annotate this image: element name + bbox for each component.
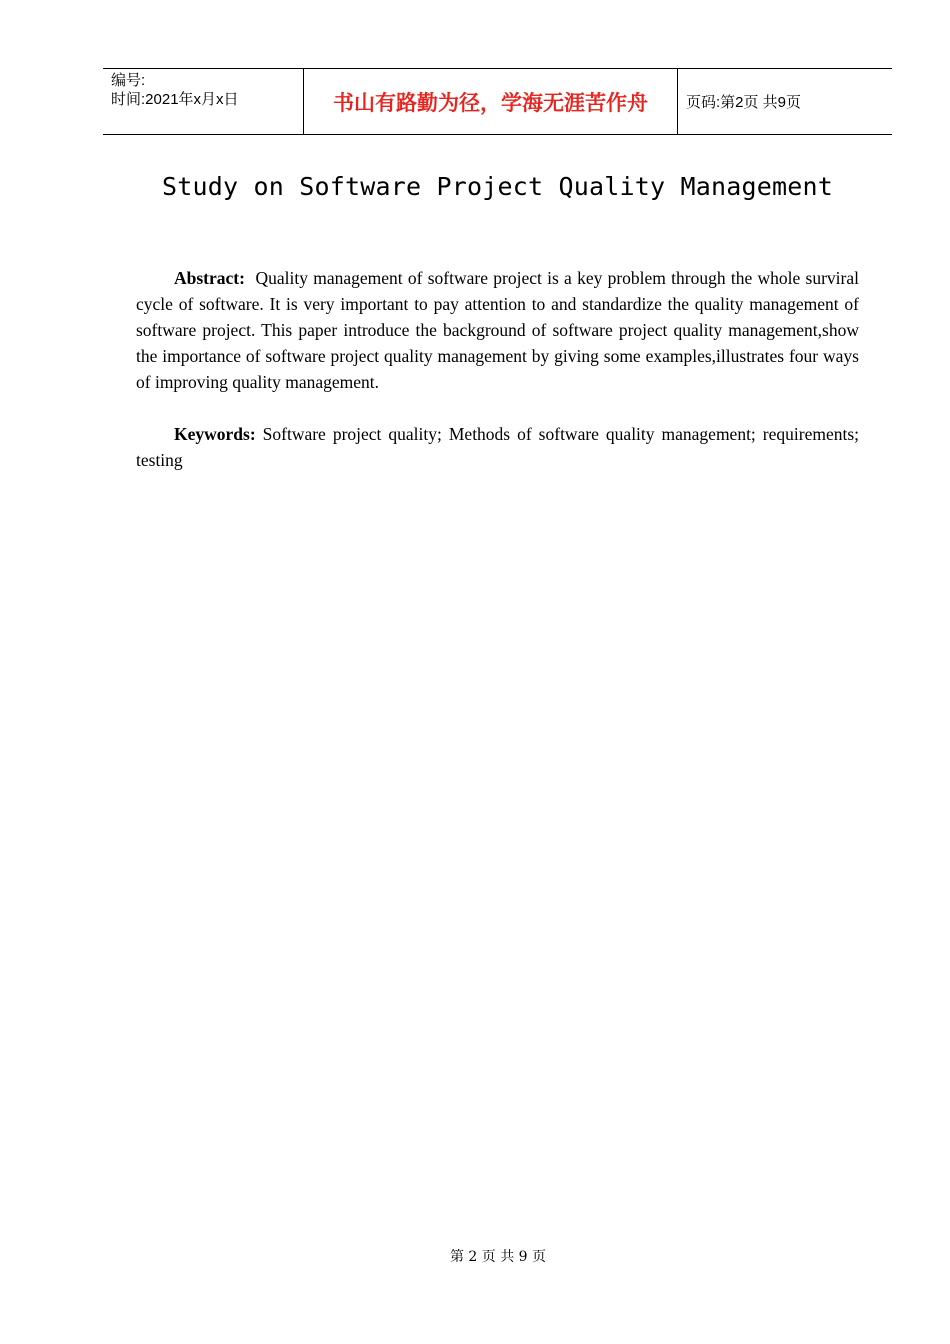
keywords-paragraph	[136, 421, 859, 473]
document-time-label: 时间:2021年x月x日	[111, 91, 239, 108]
document-title: Study on Software Project Quality Management	[161, 172, 834, 201]
document-code-label: 编号:	[111, 72, 146, 89]
header-meta-cell	[103, 69, 304, 134]
abstract-label: Abstract:	[174, 268, 245, 288]
abstract-paragraph	[136, 265, 859, 395]
keywords-text: Software project quality; Methods of software quality management; requirements; testing	[136, 424, 860, 470]
keywords-label: Keywords:	[174, 424, 256, 444]
abstract-text: Quality management of software project is a key problem through the whole surviral cycle of software. It is very important to pay attention to and standardize the quality management of software project. This paper introduce the background of software project quality management,show the importance of software project quality management by giving some examples,illustrates four ways of improving quality management.	[136, 268, 859, 392]
page-footer	[0, 1246, 950, 1266]
header-table	[103, 68, 892, 135]
header-page-info: 页码:第2页 共9页	[686, 94, 802, 111]
footer-page-number: 第 2 页 共 9 页	[449, 1249, 547, 1265]
header-motto: 书山有路勤为径，学海无涯苦作舟	[304, 69, 678, 134]
